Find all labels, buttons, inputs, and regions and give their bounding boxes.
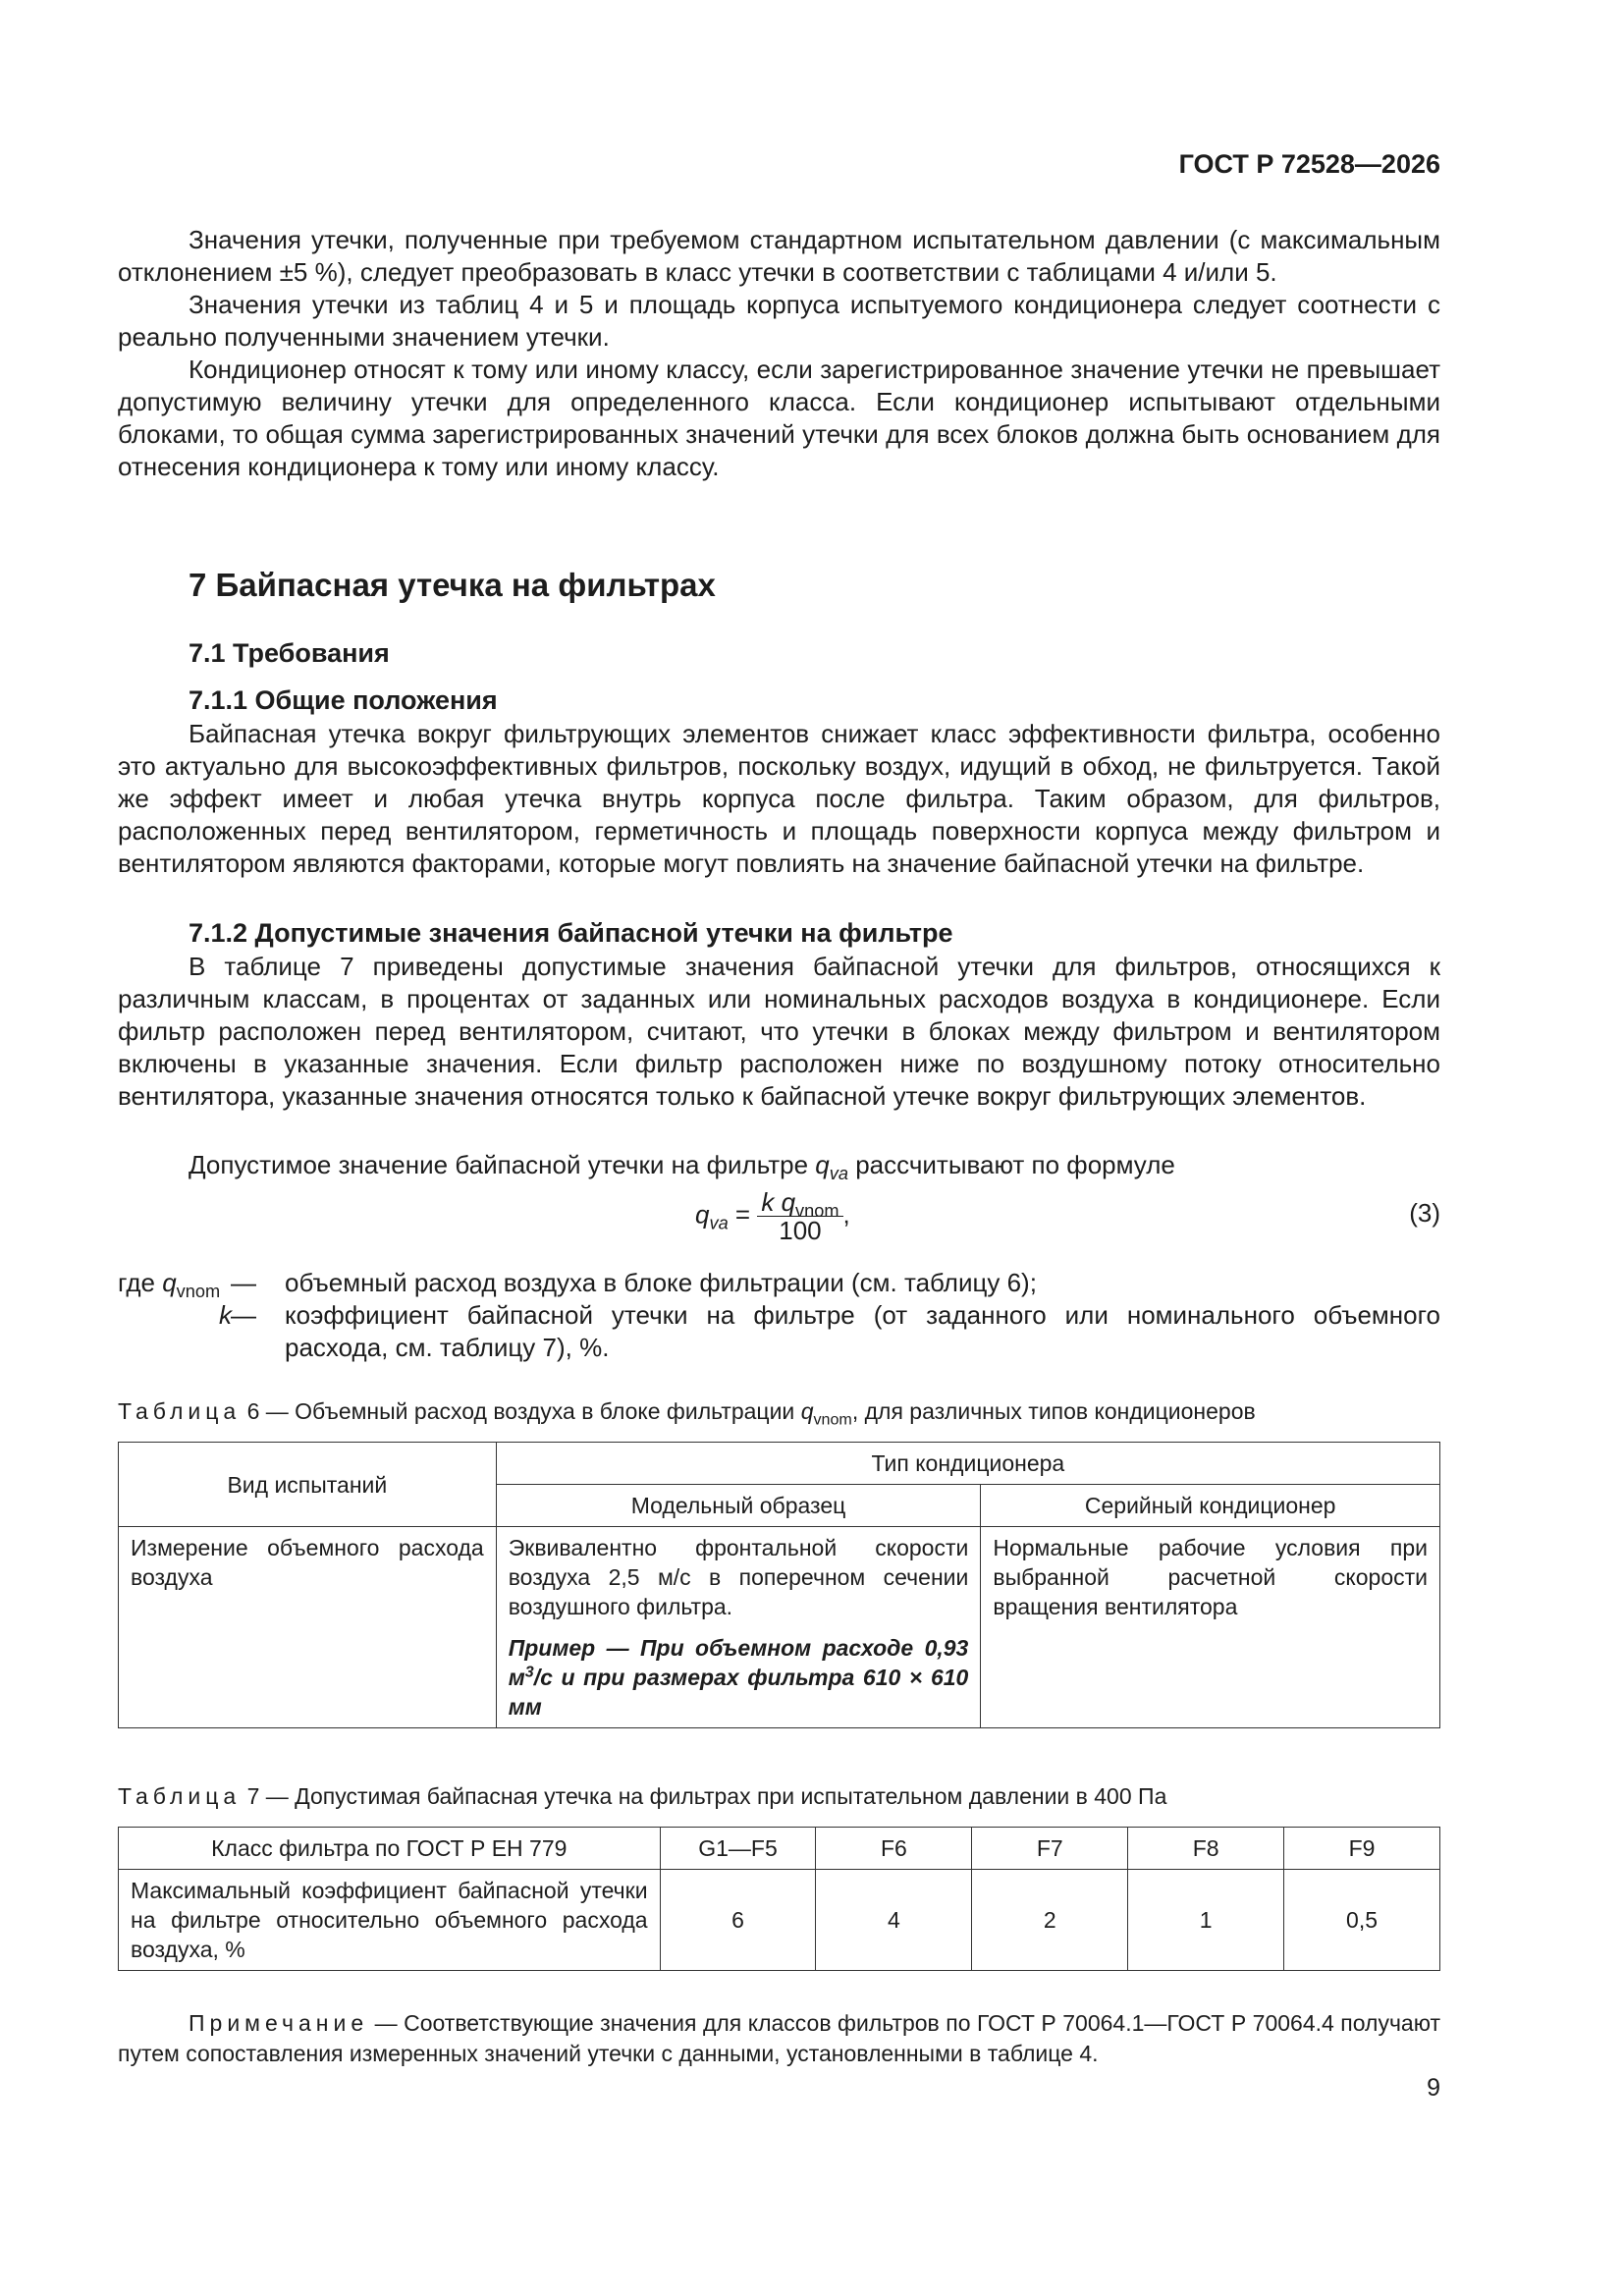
symbol-explanation xyxy=(118,1267,1440,1364)
example-text: Пример — При объемном расходе 0,93 $м^3/с$ и при размерах фильтра 610 × 610 мм xyxy=(508,1635,969,1720)
table-header-cell: Серийный кондиционер xyxy=(981,1485,1440,1527)
table-cell: 0,5 xyxy=(1284,1870,1440,1971)
table-cell: Максимальный коэффициент байпасной утечки на фильтре относительно объемного расхода воздуха, % xyxy=(119,1870,661,1971)
equation-number: (3) xyxy=(1409,1198,1440,1228)
table7-caption: Таблица 7 — Допустимая байпасная утечка на фильтрах при испытательном давлении в 400 Па xyxy=(118,1783,1167,1809)
table-header-cell: F7 xyxy=(972,1828,1128,1870)
fraction: $\frac{k q_{vnom}}{100}$ xyxy=(757,1188,842,1244)
subsection-heading: 7.1.1 Общие положения xyxy=(189,685,498,715)
table-header-cell: Тип кондиционера xyxy=(496,1443,1439,1485)
subsection-heading: 7.1.2 Допустимые значения байпасной утечки на фильтре xyxy=(189,918,953,948)
paragraph: Байпасная утечка вокруг фильтрующих элементов снижает класс эффективности фильтра, особенно это актуально для высокоэффективных фильтров, поскольку воздух, идущий в обход, не фильтруется. Такой же эффект имеет и любая утечка внутрь корпуса после фильтра. Таким образом, для фильтров, расположенных перед вентилятором, герметичность и площадь поверхности корпуса между фильтром и вентилятором являются факторами, которые могут повлиять на значение байпасной утечки на фильтре. xyxy=(118,719,1440,878)
table-cell: 4 xyxy=(816,1870,972,1971)
table-header-cell: Вид испытаний xyxy=(119,1443,497,1527)
subsection-heading: 7.1 Требования xyxy=(189,638,390,668)
page-number: 9 xyxy=(1427,2074,1440,2102)
table-cell: 1 xyxy=(1128,1870,1284,1971)
intro-section xyxy=(118,224,1440,483)
table-header-cell: Класс фильтра по ГОСТ Р ЕН 779 xyxy=(119,1828,661,1870)
where-row-k: k — коэффициент байпасной утечки на фильтре (от заданного или номинального объемного расхода, см. таблицу 7), %. xyxy=(219,1300,1440,1362)
formula-intro: Допустимое значение байпасной утечки на фильтре $q_{va}$ рассчитывают по формуле xyxy=(189,1150,1175,1184)
table6-caption: Таблица 6 — Объемный расход воздуха в блоке фильтрации $q_{vnom}$, для различных типов кондиционеров xyxy=(118,1398,1256,1429)
where-row-qvnom: где $q_{vnom}$ — объемный расход воздуха в блоке фильтрации (см. таблицу 6); xyxy=(118,1268,1037,1302)
table-cell: Нормальные рабочие условия при выбранной расчетной скорости вращения вентилятора xyxy=(981,1527,1440,1728)
table-header-cell: F6 xyxy=(816,1828,972,1870)
table-cell: 2 xyxy=(972,1870,1128,1971)
table-7 xyxy=(118,1827,1440,1971)
paragraph: Значения утечки, полученные при требуемом стандартном испытательном давлении (с максимальным отклонением ±5 %), следует преобразовать в класс утечки в соответствии с таблицами 4 и/или 5. xyxy=(118,225,1440,287)
table-cell xyxy=(496,1527,981,1728)
paragraph: В таблице 7 приведены допустимые значения байпасной утечки для фильтров, относящихся к различным классам, в процентах от заданных или номинальных расходов воздуха в кондиционере. Если фильтр расположен перед вентилятором, считают, что утечки в блоках между фильтром и вентилятором включены в указанные значения. Если фильтр расположен ниже по воздушному потоку относительно вентилятора, указанные значения относятся только к байпасной утечке вокруг фильтрующих элементов. xyxy=(118,952,1440,1111)
formula-3 xyxy=(118,1188,1440,1249)
table-note: Примечание — Соответствующие значения для классов фильтров по ГОСТ Р 70064.1—ГОСТ Р 70064.4 получают путем сопоставления измеренных значений утечки с данными, установленными в таблице 4. xyxy=(118,2010,1440,2066)
table-header-cell: F9 xyxy=(1284,1828,1440,1870)
formula-expression: $q_{va}$ = $\frac{k q_{vnom}}{100}$ , xyxy=(695,1187,850,1245)
paragraph: Кондиционер относят к тому или иному классу, если зарегистрированное значение утечки не превышает допустимую величину утечки для определенного класса. Если кондиционер испытывают отдельными блоками, то общая сумма зарегистрированных значений утечки для всех блоков должна быть основанием для отнесения кондиционера к тому или иному классу. xyxy=(118,355,1440,481)
paragraph: Значения утечки из таблиц 4 и 5 и площадь корпуса испытуемого кондиционера следует соотнести с реально полученными значением утечки. xyxy=(118,290,1440,352)
table-header-cell: F8 xyxy=(1128,1828,1284,1870)
cell-text: Эквивалентно фронтальной скорости воздуха 2,5 м/с в поперечном сечении воздушного фильтра. xyxy=(508,1535,969,1619)
table-cell: Измерение объемного расхода воздуха xyxy=(119,1527,497,1728)
section-heading: 7 Байпасная утечка на фильтрах xyxy=(189,567,716,603)
table-header-cell: Модельный образец xyxy=(496,1485,981,1527)
table-6 xyxy=(118,1442,1440,1728)
table-header-cell: G1—F5 xyxy=(660,1828,816,1870)
table-cell: 6 xyxy=(660,1870,816,1971)
document-header: ГОСТ Р 72528—2026 xyxy=(1178,149,1440,179)
